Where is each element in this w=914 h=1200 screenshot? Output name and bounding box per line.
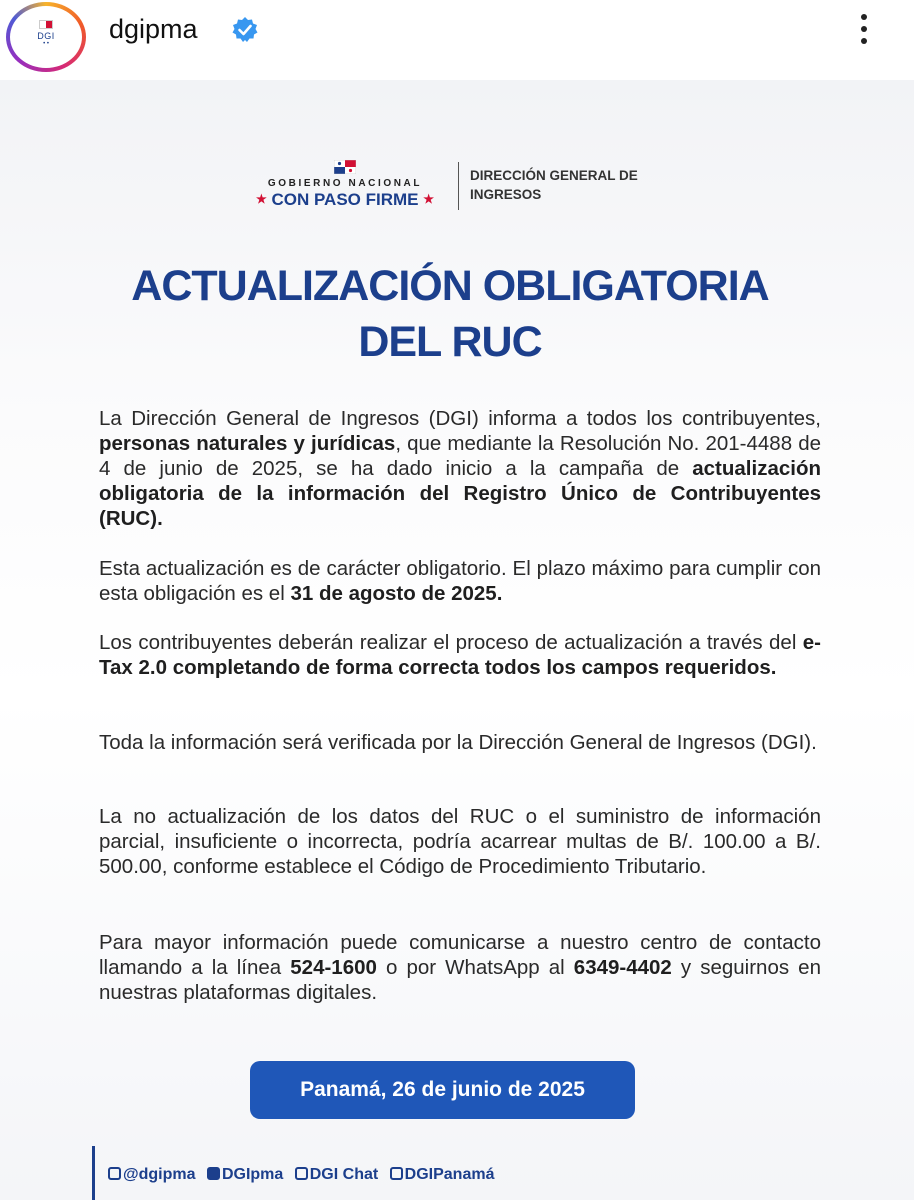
title-line2: DEL RUC — [358, 318, 542, 366]
social-instagram: @dgipma — [108, 1166, 196, 1184]
paragraph-penalties: La no actualización de los datos del RUC o el suministro de información parcial, insuficiente o incorrecta, podría acarrear multas de B/. 100.00 a B/. 500.00, conforme establece el Código de Procedimiento Tributario. — [99, 805, 821, 878]
paragraph-verification: Toda la información será verificada por la Dirección General de Ingresos (DGI). — [99, 731, 817, 754]
username[interactable]: dgipma — [109, 14, 198, 44]
star-icon: ★ — [423, 192, 435, 206]
instagram-icon — [108, 1167, 121, 1180]
dgi-avatar-logo — [22, 18, 70, 56]
chat-icon — [295, 1167, 308, 1180]
linkedin-icon — [390, 1167, 403, 1180]
verified-badge-icon — [231, 16, 259, 44]
panama-flag-icon — [334, 160, 356, 174]
announcement-title — [80, 258, 820, 370]
post-header — [0, 0, 914, 80]
paragraph-process: Los contribuyentes deberán realizar el proceso de actualización a través del e-Tax 2.0 completando de forma correcta todos los campos requeridos. — [99, 631, 821, 679]
logo-dgi-line1: DIRECCIÓN GENERAL DE — [470, 168, 638, 183]
footer-divider — [92, 1146, 95, 1200]
x-icon — [207, 1167, 220, 1180]
more-options-icon[interactable] — [852, 8, 876, 52]
gobierno-nacional-logo — [240, 160, 450, 212]
logo-divider — [458, 162, 459, 210]
paragraph-deadline: Esta actualización es de carácter obligatorio. El plazo máximo para cumplir con esta obligación es el 31 de agosto de 2025. — [99, 557, 821, 605]
logo-gob-line1: GOBIERNO NACIONAL — [267, 178, 423, 189]
star-icon: ★ — [255, 192, 267, 206]
date-badge: Panamá, 26 de junio de 2025 — [250, 1061, 635, 1119]
paragraph-contact: Para mayor información puede comunicarse a nuestro centro de contacto llamando a la línea 524-1600 o por WhatsApp al 6349-4402 y seguirnos en nuestras plataformas digitales. — [99, 931, 821, 1004]
title-line1: ACTUALIZACIÓN OBLIGATORIA — [131, 262, 769, 310]
social-linkedin: DGIPanamá — [390, 1166, 495, 1184]
panama-flag-icon — [39, 20, 53, 29]
avatar[interactable] — [6, 2, 86, 72]
social-x: DGIpma — [207, 1166, 283, 1184]
post-image — [0, 80, 914, 1200]
logo-gob-line2 — [240, 190, 450, 210]
logo-gob-line2-text: CON PASO FIRME — [271, 190, 419, 209]
avatar-text: DGI — [37, 31, 55, 41]
paragraph-intro: La Dirección General de Ingresos (DGI) informa a todos los contribuyentes, personas naturales y jurídicas, que mediante la Resolución No. 201-4488 de 4 de junio de 2025, se ha dado inicio a la campaña de actualización obligatoria de la información del Registro Único de Contribuyentes (RUC). — [99, 407, 821, 530]
avatar-dots: • • — [43, 41, 49, 47]
social-chat: DGI Chat — [295, 1166, 378, 1184]
social-handles — [108, 1166, 501, 1184]
dgi-logo-text — [470, 166, 638, 204]
logo-dgi-line2: INGRESOS — [470, 187, 542, 202]
